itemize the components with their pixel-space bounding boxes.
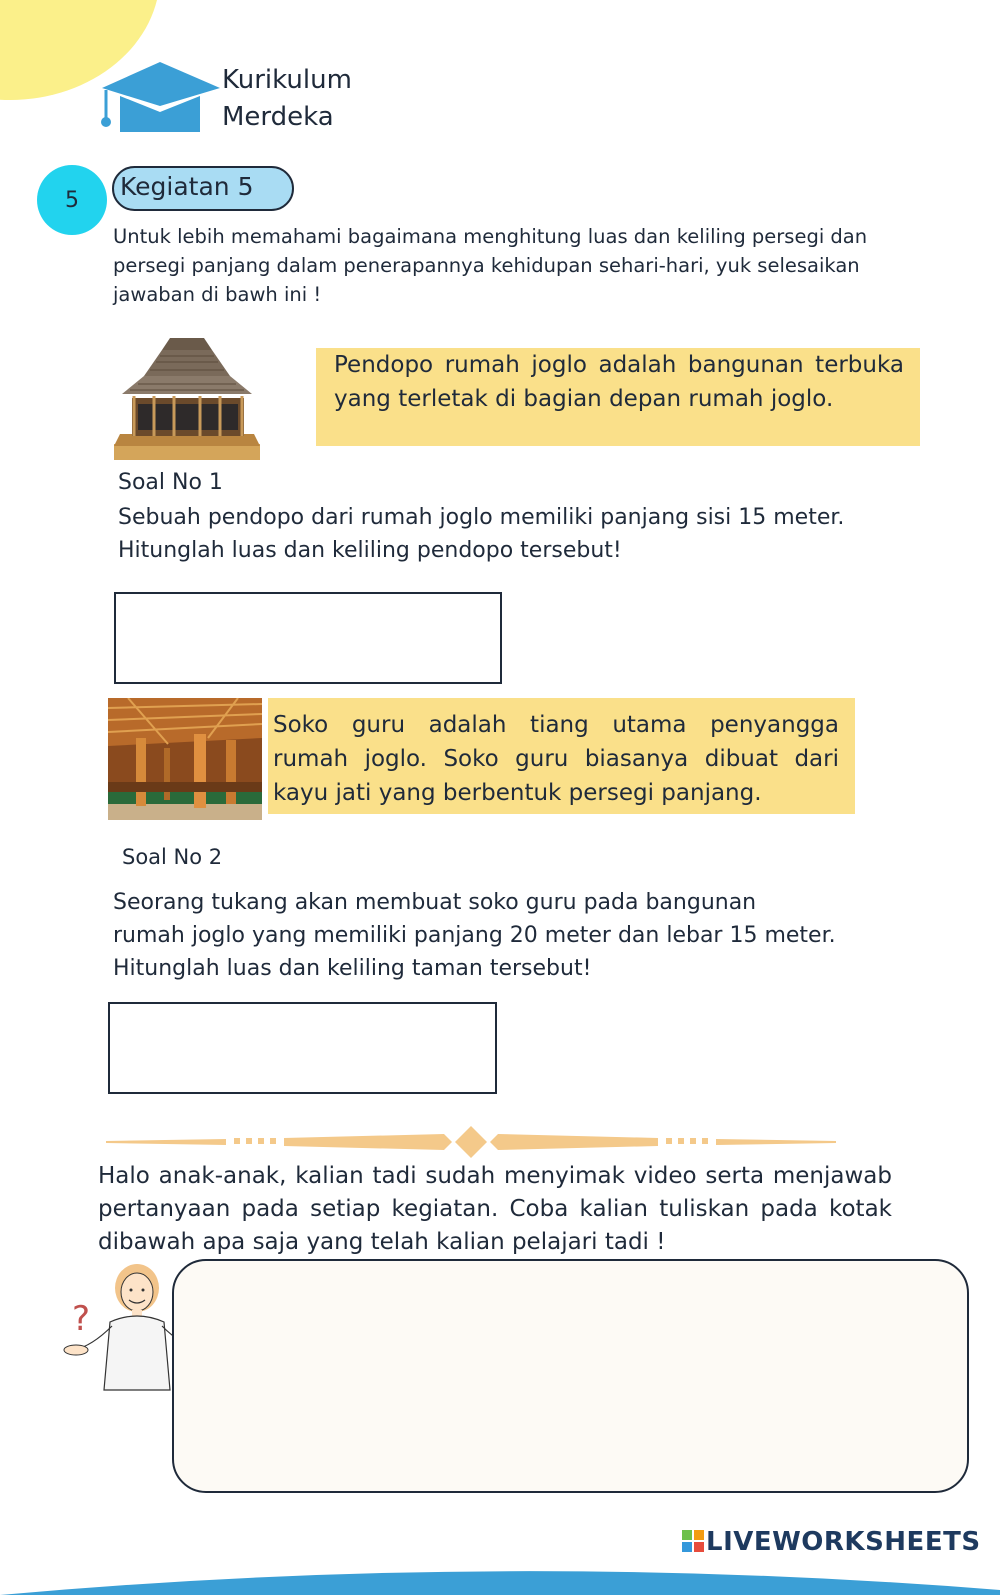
soal-2-line-2: rumah joglo yang memiliki panjang 20 meter dan lebar 15 meter.: [113, 923, 836, 948]
section-number-badge: 5: [37, 165, 107, 235]
soal-1-answer-box[interactable]: [114, 592, 502, 684]
soal-2-question: [113, 886, 913, 985]
footer-wave: [0, 1560, 1000, 1595]
reflection-answer-box[interactable]: [172, 1259, 969, 1493]
ornament-divider: [106, 1124, 836, 1160]
soal-1-line-1: Sebuah pendopo dari rumah joglo memiliki panjang sisi 15 meter.: [118, 505, 845, 530]
logo-line-2: Merdeka: [222, 102, 334, 132]
liveworksheets-logo: [682, 1527, 981, 1557]
closing-text: Halo anak-anak, kalian tadi sudah menyimak video serta menjawab pertanyaan pada setiap kegiatan. Coba kalian tuliskan pada kotak dibawah apa saja yang telah kalian pelajari tadi !: [98, 1163, 892, 1255]
pendopo-joglo-image: [112, 336, 262, 462]
soko-guru-image: [108, 698, 262, 820]
intro-text: Untuk lebih memahami bagaimana menghitung luas dan keliling persegi dan persegi panjang dalam penerapannya kehidupan sehari-hari, yuk selesaikan jawaban di bawh ini !: [113, 225, 868, 306]
graduation-cap-icon: [96, 60, 224, 138]
soal-1-line-2: Hitunglah luas dan keliling pendopo tersebut!: [118, 538, 622, 563]
soal-2-line-3: Hitunglah luas dan keliling taman tersebut!: [113, 956, 592, 981]
logo-line-1: Kurikulum: [222, 65, 352, 95]
curriculum-logo-text: [222, 62, 352, 136]
note-pendopo: Pendopo rumah joglo adalah bangunan terbuka yang terletak di bagian depan rumah joglo.: [316, 348, 920, 446]
svg-text:?: ?: [72, 1299, 91, 1339]
note-soko-guru: Soko guru adalah tiang utama penyangga rumah joglo. Soko guru biasanya dibuat dari kayu jati yang berbentuk persegi panjang.: [268, 698, 855, 814]
soal-1-label: Soal No 1: [118, 470, 223, 495]
liveworksheets-icon: [682, 1530, 704, 1552]
soal-2-line-1: Seorang tukang akan membuat soko guru pada bangunan: [113, 890, 757, 915]
soal-2-label: Soal No 2: [122, 845, 223, 869]
soal-1-question: [118, 501, 918, 567]
liveworksheets-brand: LIVEWORKSHEETS: [706, 1527, 981, 1557]
section-title: Kegiatan 5: [112, 166, 294, 211]
soal-2-answer-box[interactable]: [108, 1002, 497, 1094]
